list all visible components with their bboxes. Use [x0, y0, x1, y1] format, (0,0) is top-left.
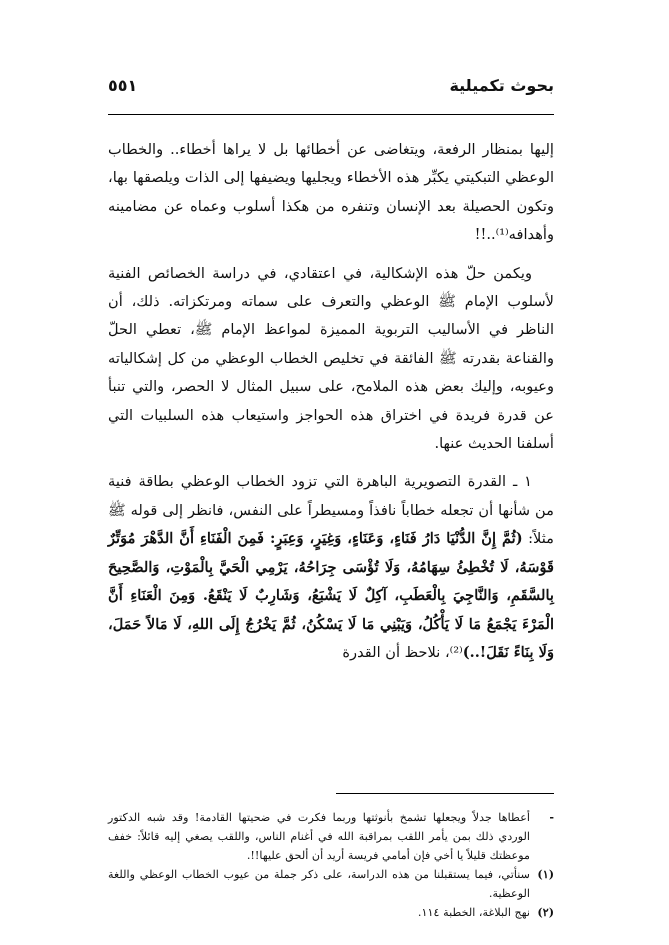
- footnote-text: أعطاها جدلاً ويجعلها تشمخ بأنوثتها وربما فكرت في ضحيتها القادمة! وقد شبه الدكتور الوردي ذلك بمن يأمر اللقب بمراقبة الله في أغنام الناس، واللقب يصغي إليه قائلاً: خفف موعظتك قليلاً يا أخي فإن أمامي فريسة أريد أن ألحق عليها!!.: [108, 811, 530, 862]
- paragraph-2: ويكمن حلّ هذه الإشكالية، في اعتقادي، في دراسة الخصائص الفنية لأسلوب الإمام ﷺ الوعظي والتعرف على سماته ومرتكزاته. ذلك، أن الناظر في الأساليب التربوية المميزة لمواعظ الإمام ﷺ، تعطي الحلّ والقناعة بقدرته ﷺ الفائقة في تخليص الخطاب الوعظي من كل إشكالياته وعيوبه، وإليك بعض هذه الملامح، على سبيل المثال لا الحصر، والتي تنبأ عن قدرة فريدة في اختراق هذه الحواجز واستيعاب هذه السلبيات التي أسلفنا الحديث عنها.: [108, 264, 554, 453]
- footnote-2: [108, 903, 554, 922]
- page-header: [108, 70, 554, 100]
- page-number: ٥٥١: [108, 75, 138, 95]
- header-divider: [108, 114, 554, 115]
- footnotes: [108, 808, 554, 922]
- footnote-mark: (١): [537, 867, 554, 881]
- paragraph-3-lead: ١ ـ القدرة التصويرية الباهرة التي تزود الخطاب الوعظي بطاقة فنية من شأنها أن تجعله خطاباً نافذاً ومسيطراً على النفس، فانظر إلى قوله ﷺ مثلاً:: [108, 473, 554, 548]
- footnote-divider: [336, 793, 554, 794]
- paragraph-3-tail: ⁽²⁾، نلاحظ أن القدرة: [342, 643, 463, 661]
- footnote-text: سنأتي، فيما يستقبلنا من هذه الدراسة، على ذكر جملة من عيوب الخطاب الوعظي واللغة الوعظية.: [108, 868, 530, 900]
- footnote-continuation: [108, 808, 554, 865]
- paragraph-3: [108, 468, 554, 667]
- footnote-mark: -: [549, 810, 554, 824]
- main-text: [108, 136, 554, 677]
- footnote-text: نهج البلاغة، الخطبة ١١٤.: [417, 906, 530, 919]
- running-title: بحوث تكميلية: [449, 75, 554, 95]
- footnote-1: [108, 865, 554, 903]
- footnote-mark: (٢): [537, 905, 554, 919]
- quoted-sermon: (ثُمَّ إِنَّ الدُّنْيَا دَارُ فَنَاءٍ، وَعَنَاءٍ، وَغِيَرٍ، وَعِبَرٍ: فَمِنَ الْفَنَاءِ أَنَّ الدَّهْرَ مُوَتِّرٌ قَوْسَهُ، لَا تُخْطِئُ سِهَامُهُ، وَلَا تُؤْسَى جِرَاحُهُ، يَرْمِي الْحَيَّ بِالْمَوْتِ، وَالصَّحِيحَ بِالسَّقَمِ، وَالنَّاجِيَ بِالْعَطَبِ، آكِلٌ لَا يَشْبَعُ، وَشَارِبٌ لَا يَنْقَعُ. وَمِنَ الْعَنَاءِ أَنَّ الْمَرْءَ يَجْمَعُ مَا لَا يَأْكُلُ، وَيَبْنِي مَا لَا يَسْكُنُ، ثُمَّ يَخْرُجُ إِلَى اللهِ، لَا مَالاً حَمَلَ، وَلَا بِنَاءً نَقَلَ!..): [108, 530, 554, 661]
- paragraph-1: إليها بمنظار الرفعة، ويتغاضى عن أخطائها بل لا يراها أخطاء.. والخطاب الوعظي التبكيتي يكبِّر هذه الأخطاء ويجليها ويضيفها إلى الذات ويلصقها بها، وتكون الحصيلة بعد الإنسان وتنفره من هكذا أسلوب وعماه عن مضامينه وأهدافه⁽¹⁾..!!: [108, 141, 554, 244]
